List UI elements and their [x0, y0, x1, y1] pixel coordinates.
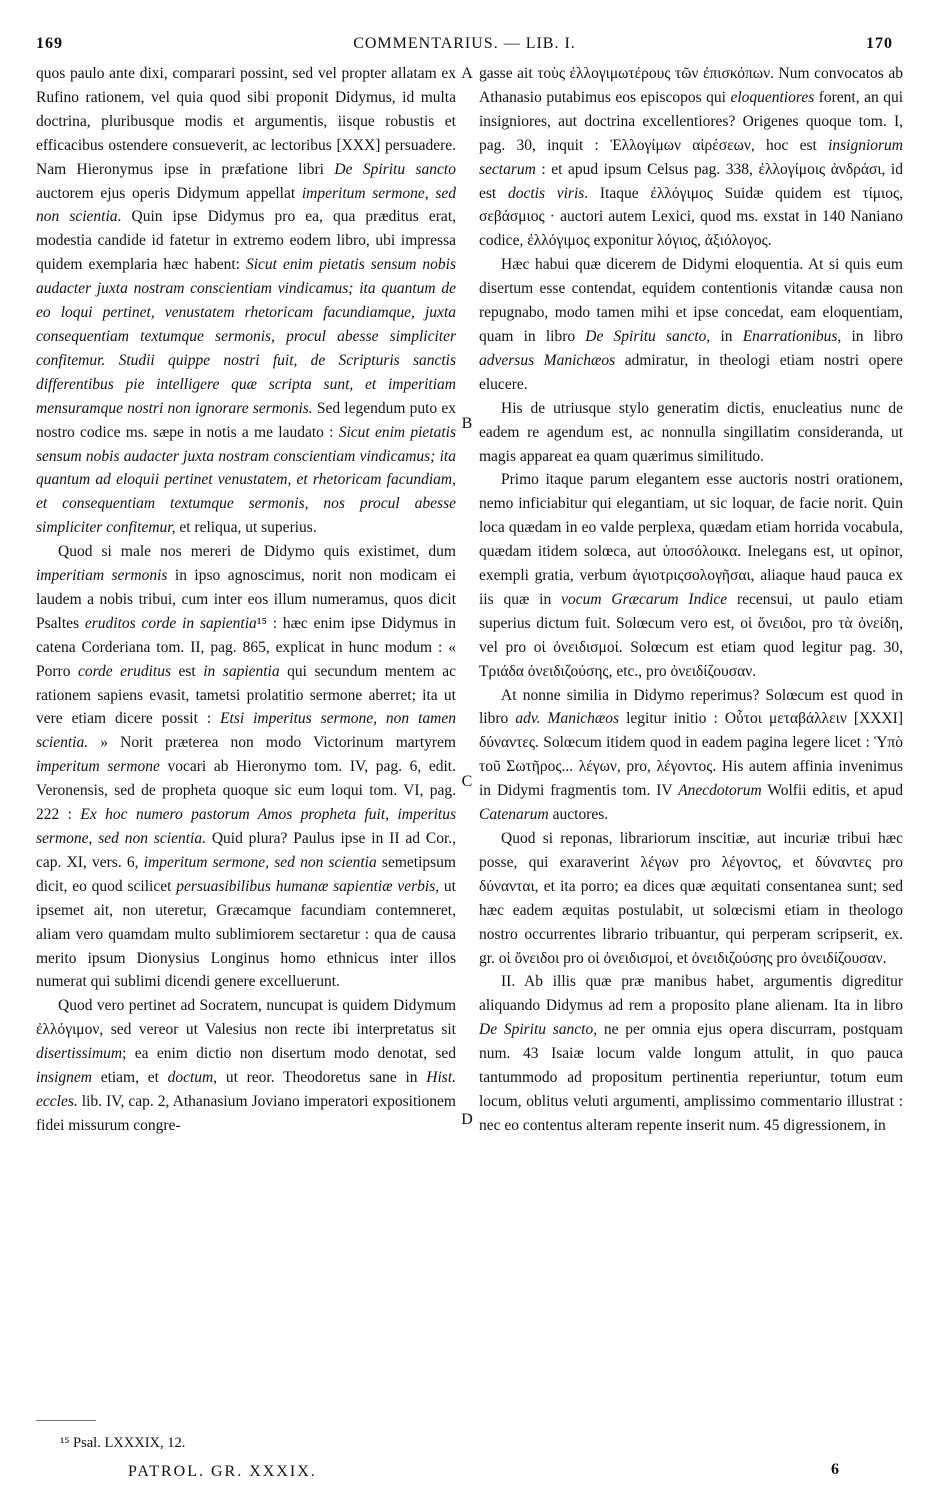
- paragraph: quos paulo ante dixi, comparari possint, sed vel propter allatam ex Rufino rationem, vel quia quod sibi proponit Didymus, id multa doctrina, pluribusque modis et argumentis, iisque robustis et efficacibus ostendere consueverit, ac lectoribus [XXX] persuadere. Nam Hieronymus ipse in præfatione libri De Spiritu sancto auctorem ejus operis Didymum appellat imperitum sermone, sed non scientia. Quin ipse Didymus pro ea, qua præditus erat, modestia candide id fatetur in extremo eodem libro, ubi impressa quidem exemplaria hæc habent: Sicut enim pietatis sensum nobis audacter juxta nostram conscientiam vindicamus; ita quantum de eo loqui pertinet, venustatem rhetoricam facundiamque, juxta consequentiam textumque sermonis, procul abesse simpliciter confitemur. Studii quippe nostri fuit, de Scripturis sanctis differentibus pie intelligere quæ scripta sunt, et imperitiam mensuramque nostri non ignorare sermonis. Sed legendum puto ex nostro codice ms. sæpe in notis a me laudato : Sicut enim pietatis sensum nobis audacter juxta nostram conscientiam vindicamus; ita quantum ad eloquii pertinet venustatem, et rhetoricam facundiam, et consequentiam textumque sermonis, nos procul abesse simpliciter confitemur, et reliqua, ut superius.: [36, 65, 456, 537]
- page-number-right: 170: [866, 35, 893, 52]
- paragraph: Quod si reponas, librariorum inscitiæ, aut incuriæ tribui hæc posse, qui exaraverint λέγων pro λέγοντος, et δύναντες pro δύνανται, et ita porro; ea dices quæ æquitati consentanea sunt; sed hæc eadem æquitas postulabit, ut solœcismi etiam in theologo nostro occurrentes librario tribuantur, qui perperam scripserit, ex. gr. οἱ ὄνειδοι pro οἱ ὀνειδισμοί, et ὀνειδιζούσης pro ὀνειδίζουσαν.: [479, 830, 903, 967]
- margin-marker-d: D: [461, 1111, 473, 1128]
- left-column: [36, 62, 456, 1138]
- paragraph: gasse ait τοὺς ἐλλογιμωτέρους τῶν ἐπισκόπων. Num convocatos ab Athanasio putabimus eos episcopos qui eloquentiores forent, an qui insigniores, aut doctrina excellentiores? Origenes quoque tom. I, pag. 30, inquit : Ἐλλογίμων αἱρέσεων, hoc est insigniorum sectarum : et apud ipsum Celsus pag. 338, ἐλλογίμοις ἀνδράσι, id est doctis viris. Itaque ἐλλόγιμος Suidæ quidem est τίμιος, σεβάσμιος · auctori autem Lexici, quod ms. exstat in 140 Naniano codice, ἐλλόγιμος exponitur λόγιος, ἀξιόλογος.: [479, 65, 903, 250]
- signature-line: PATROL. GR. XXXIX.: [128, 1463, 317, 1480]
- paragraph: Hæc habui quæ dicerem de Didymi eloquentia. At si quis eum disertum esse contendat, equidem contentionis vitandæ causa non repugnabo, modo tamen mihi et ipse concedat, eam eloquentiam, quam in libro De Spiritu sancto, in Enarrationibus, in libro adversus Manichæos admiratur, in theologi etiam nostri opere elucere.: [479, 256, 903, 393]
- running-header: [36, 32, 893, 56]
- paragraph: Quod vero pertinet ad Socratem, nuncupat is quidem Didymum ἐλλόγιμον, sed vereor ut Valesius non recte ibi interpretatus sit disertissimum; ea enim dictio non disertum modo denotat, sed insignem etiam, et doctum, ut reor. Theodoretus sane in Hist. eccles. lib. IV, cap. 2, Athanasium Joviano imperatori expositionem fidei missurum congre-: [36, 997, 456, 1134]
- right-column: [479, 62, 903, 1138]
- paragraph: At nonne similia in Didymo reperimus? Solœcum est quod in libro adv. Manichæos legitur initio : Οὗτοι μεταβάλλειν [XXXI] δύναντες. Solœcum itidem quod in eadem pagina legere licet : Ὑπὸ τοῦ Σωτῆρος... λέγων, pro, λέγοντος. His autem affinia invenimus in Didymi fragmentis tom. IV Anecdotorum Wolfii editis, et apud Catenarum auctores.: [479, 686, 903, 824]
- sheet-number: 6: [831, 1461, 839, 1478]
- page-number-left: 169: [36, 35, 63, 52]
- footnote: ¹⁵ Psal. LXXXIX, 12.: [60, 1435, 186, 1451]
- paragraph: II. Ab illis quæ præ manibus habet, argumentis digreditur aliquando Didymus ad rem a proposito plane alienam. Ita in libro De Spiritu sancto, ne per omnia ejus opera discurram, postquam num. 43 Isaiæ locum valde longum attulit, in quo pauca tantummodo ad propositum pertinentia reperiuntur, totum eum locum, oblitus veluti argumenti, amplissimo commentario illustrat : nec eo contentus alteram repente inserit num. 45 digressionem, in: [479, 973, 903, 1134]
- running-title: COMMENTARIUS. — LIB. I.: [353, 35, 576, 52]
- footnote-rule: [36, 1420, 96, 1421]
- paragraph: Primo itaque parum elegantem esse auctoris nostri orationem, nemo inficiabitur qui elegantiam, ut sic loquar, de facie norit. Quin loca quædam in eo valde perplexa, quædam etiam horrida vocabula, quædam itidem solœca, aut ὑποσόλοικα. Inelegans est, ut opinor, exempli gratia, verbum ἁγιοτριςσολογῆσαι, aliaque haud pauca ex iis quæ in vocum Græcarum Indice recensui, ut paulo etiam superius dictum fuit. Solœcum vero est, οἱ ὄνειδοι, pro τὰ ὀνείδη, vel pro οἱ ὀνειδισμοί. Solœcum est etiam quod legitur pag. 30, Τριάδα ὀνειδιζούσης, etc., pro ὀνειδίζουσαν.: [479, 471, 903, 680]
- paragraph: His de utriusque stylo generatim dictis, enucleatius nunc de eadem re agendum est, ac nonnulla singillatim consideranda, ut magis appareat ea quam quærimus similitudo.: [479, 399, 903, 465]
- paragraph: Quod si male nos mereri de Didymo quis existimet, dum imperitiam sermonis in ipso agnoscimus, norit non modicam ei laudem a nobis tribui, cum inter eos illum numeramus, quos dicit Psaltes eruditos corde in sapientia¹⁵ : hæc enim ipse Didymus in catena Corderiana tom. II, pag. 865, explicat in hunc modum : « Porro corde eruditus est in sapientia qui secundum mentem ac rationem sapiens evasit, tametsi prolatitio sermone aberret; ita ut vere etiam dicere possit : Etsi imperitus sermone, non tamen scientia. » Norit præterea non modo Victorinum martyrem imperitum sermone vocari ab Hieronymo tom. IV, pag. 6, edit. Veronensis, sed de propheta quoque sic eum loqui tom. VI, pag. 222 : Ex hoc numero pastorum Amos propheta fuit, imperitus sermone, sed non scientia. Quid plura? Paulus ipse in II ad Cor., cap. XI, vers. 6, imperitum sermone, sed non scientia semetipsum dicit, eo quod scilicet persuasibilibus humanæ sapientiæ verbis, ut ipsemet ait, non uteretur, Græcamque facundiam contemneret, aliam vero quamdam multo sublimiorem sectaretur : qua de causa merito ipsum Dionysius Longinus homo ethnicus inter illos numerat qui sublimi dicendi genere excelluerunt.: [36, 543, 456, 991]
- margin-marker-b: B: [461, 415, 473, 432]
- margin-marker-a: A: [461, 65, 473, 82]
- margin-marker-c: C: [461, 773, 473, 790]
